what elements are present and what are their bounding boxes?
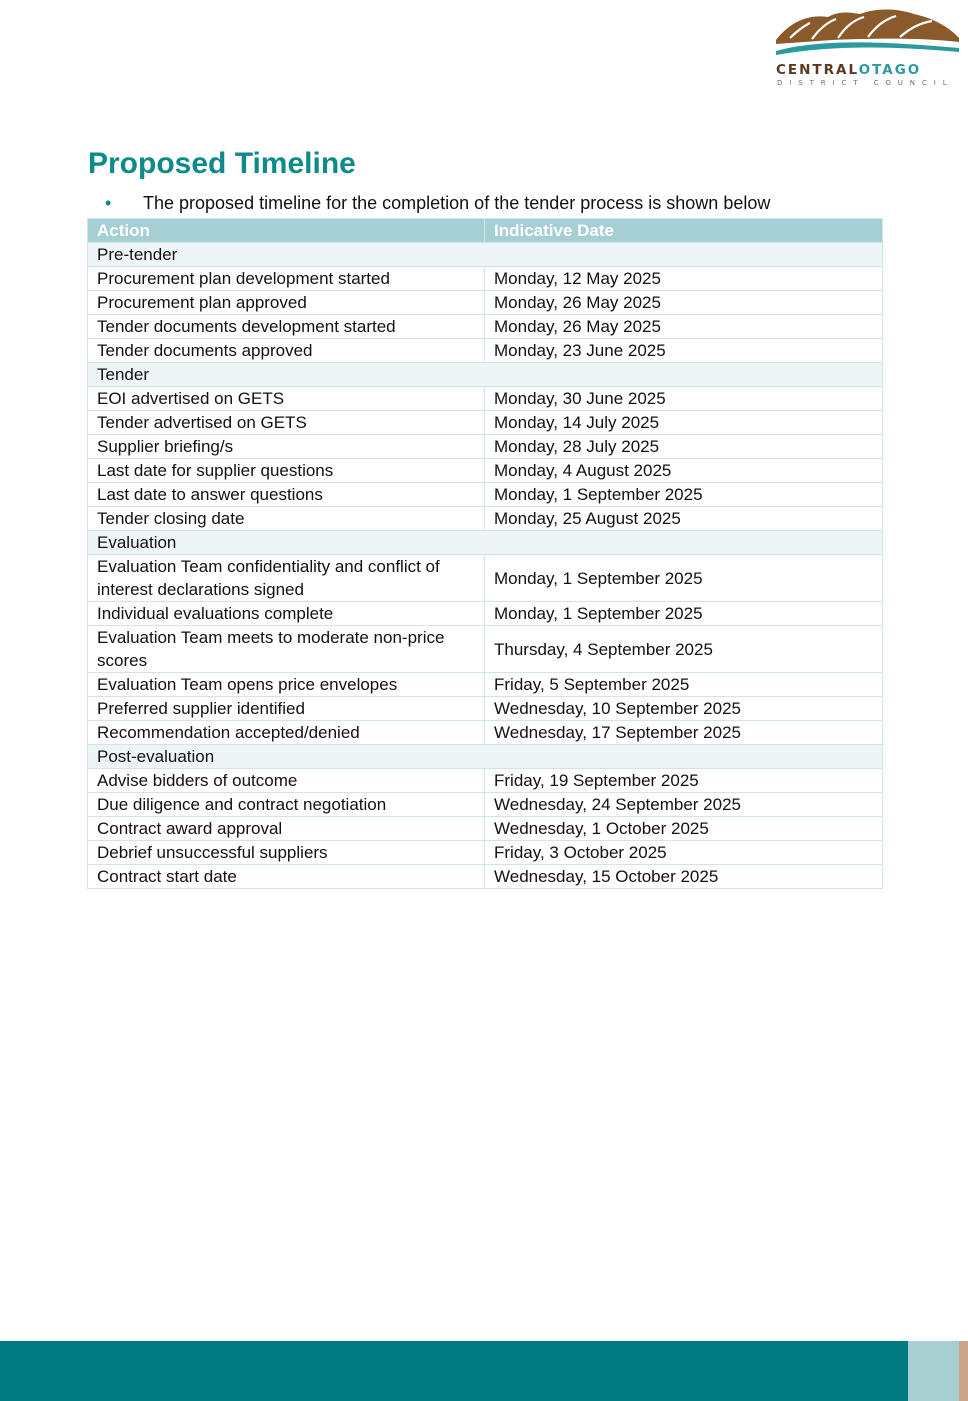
date-cell: Monday, 12 May 2025 bbox=[485, 267, 883, 291]
logo-subtitle: DISTRICT COUNCIL bbox=[777, 79, 954, 87]
header-indicative-date: Indicative Date bbox=[485, 219, 883, 243]
date-cell: Monday, 1 September 2025 bbox=[485, 483, 883, 507]
action-cell: Contract award approval bbox=[88, 817, 485, 841]
action-cell: Tender documents approved bbox=[88, 339, 485, 363]
action-cell: Debrief unsuccessful suppliers bbox=[88, 841, 485, 865]
date-cell: Monday, 26 May 2025 bbox=[485, 315, 883, 339]
table-row bbox=[88, 435, 883, 459]
action-cell: Last date for supplier questions bbox=[88, 459, 485, 483]
date-cell: Monday, 1 September 2025 bbox=[485, 555, 883, 602]
action-cell: Evaluation Team opens price envelopes bbox=[88, 673, 485, 697]
table-row bbox=[88, 841, 883, 865]
date-cell: Monday, 26 May 2025 bbox=[485, 291, 883, 315]
section-row bbox=[88, 745, 883, 769]
date-cell: Friday, 3 October 2025 bbox=[485, 841, 883, 865]
footer-bar bbox=[0, 1341, 908, 1401]
action-cell: Tender advertised on GETS bbox=[88, 411, 485, 435]
table-row bbox=[88, 697, 883, 721]
logo-word-otago: OTAGO bbox=[858, 62, 922, 78]
table-row bbox=[88, 507, 883, 531]
section-label: Tender bbox=[88, 363, 883, 387]
action-cell: Due diligence and contract negotiation bbox=[88, 793, 485, 817]
page-title: Proposed Timeline bbox=[88, 147, 356, 180]
header-action: Action bbox=[88, 219, 485, 243]
table-row bbox=[88, 315, 883, 339]
date-cell: Wednesday, 1 October 2025 bbox=[485, 817, 883, 841]
table-row bbox=[88, 817, 883, 841]
table-row bbox=[88, 411, 883, 435]
date-cell: Monday, 30 June 2025 bbox=[485, 387, 883, 411]
action-cell: Tender closing date bbox=[88, 507, 485, 531]
council-logo bbox=[772, 8, 962, 92]
footer-accent-light bbox=[908, 1341, 959, 1401]
footer-accent-tan bbox=[959, 1341, 968, 1401]
bullet-dot-icon: • bbox=[105, 193, 112, 213]
date-cell: Friday, 19 September 2025 bbox=[485, 769, 883, 793]
table-row bbox=[88, 459, 883, 483]
date-cell: Monday, 14 July 2025 bbox=[485, 411, 883, 435]
section-row bbox=[88, 363, 883, 387]
table-row bbox=[88, 483, 883, 507]
section-label: Evaluation bbox=[88, 531, 883, 555]
date-cell: Thursday, 4 September 2025 bbox=[485, 626, 883, 673]
action-cell: Contract start date bbox=[88, 865, 485, 889]
action-cell: Preferred supplier identified bbox=[88, 697, 485, 721]
date-cell: Monday, 1 September 2025 bbox=[485, 602, 883, 626]
table-row bbox=[88, 602, 883, 626]
table-row bbox=[88, 626, 883, 673]
action-cell: Last date to answer questions bbox=[88, 483, 485, 507]
action-cell: Procurement plan development started bbox=[88, 267, 485, 291]
date-cell: Wednesday, 10 September 2025 bbox=[485, 697, 883, 721]
table-row bbox=[88, 555, 883, 602]
date-cell: Monday, 23 June 2025 bbox=[485, 339, 883, 363]
table-row bbox=[88, 387, 883, 411]
action-cell: EOI advertised on GETS bbox=[88, 387, 485, 411]
table-header-row bbox=[88, 219, 883, 243]
intro-bullet bbox=[105, 191, 770, 215]
table-row bbox=[88, 721, 883, 745]
intro-text: The proposed timeline for the completion of the tender process is shown below bbox=[143, 193, 771, 213]
table-row bbox=[88, 793, 883, 817]
table-row bbox=[88, 673, 883, 697]
table-row bbox=[88, 267, 883, 291]
action-cell: Supplier briefing/s bbox=[88, 435, 485, 459]
date-cell: Wednesday, 17 September 2025 bbox=[485, 721, 883, 745]
section-label: Pre-tender bbox=[88, 243, 883, 267]
action-cell: Evaluation Team meets to moderate non-price scores bbox=[88, 626, 485, 673]
date-cell: Wednesday, 24 September 2025 bbox=[485, 793, 883, 817]
action-cell: Recommendation accepted/denied bbox=[88, 721, 485, 745]
table-row bbox=[88, 865, 883, 889]
action-cell: Individual evaluations complete bbox=[88, 602, 485, 626]
date-cell: Monday, 28 July 2025 bbox=[485, 435, 883, 459]
table-row bbox=[88, 339, 883, 363]
timeline-table bbox=[87, 218, 883, 889]
action-cell: Tender documents development started bbox=[88, 315, 485, 339]
section-row bbox=[88, 243, 883, 267]
action-cell: Evaluation Team confidentiality and conflict of interest declarations signed bbox=[88, 555, 485, 602]
logo-word-central: CENTRAL bbox=[776, 62, 859, 78]
table-row bbox=[88, 291, 883, 315]
table-row bbox=[88, 769, 883, 793]
date-cell: Monday, 4 August 2025 bbox=[485, 459, 883, 483]
mountain-logo-icon bbox=[772, 8, 962, 64]
action-cell: Advise bidders of outcome bbox=[88, 769, 485, 793]
action-cell: Procurement plan approved bbox=[88, 291, 485, 315]
section-row bbox=[88, 531, 883, 555]
date-cell: Friday, 5 September 2025 bbox=[485, 673, 883, 697]
date-cell: Monday, 25 August 2025 bbox=[485, 507, 883, 531]
section-label: Post-evaluation bbox=[88, 745, 883, 769]
date-cell: Wednesday, 15 October 2025 bbox=[485, 865, 883, 889]
